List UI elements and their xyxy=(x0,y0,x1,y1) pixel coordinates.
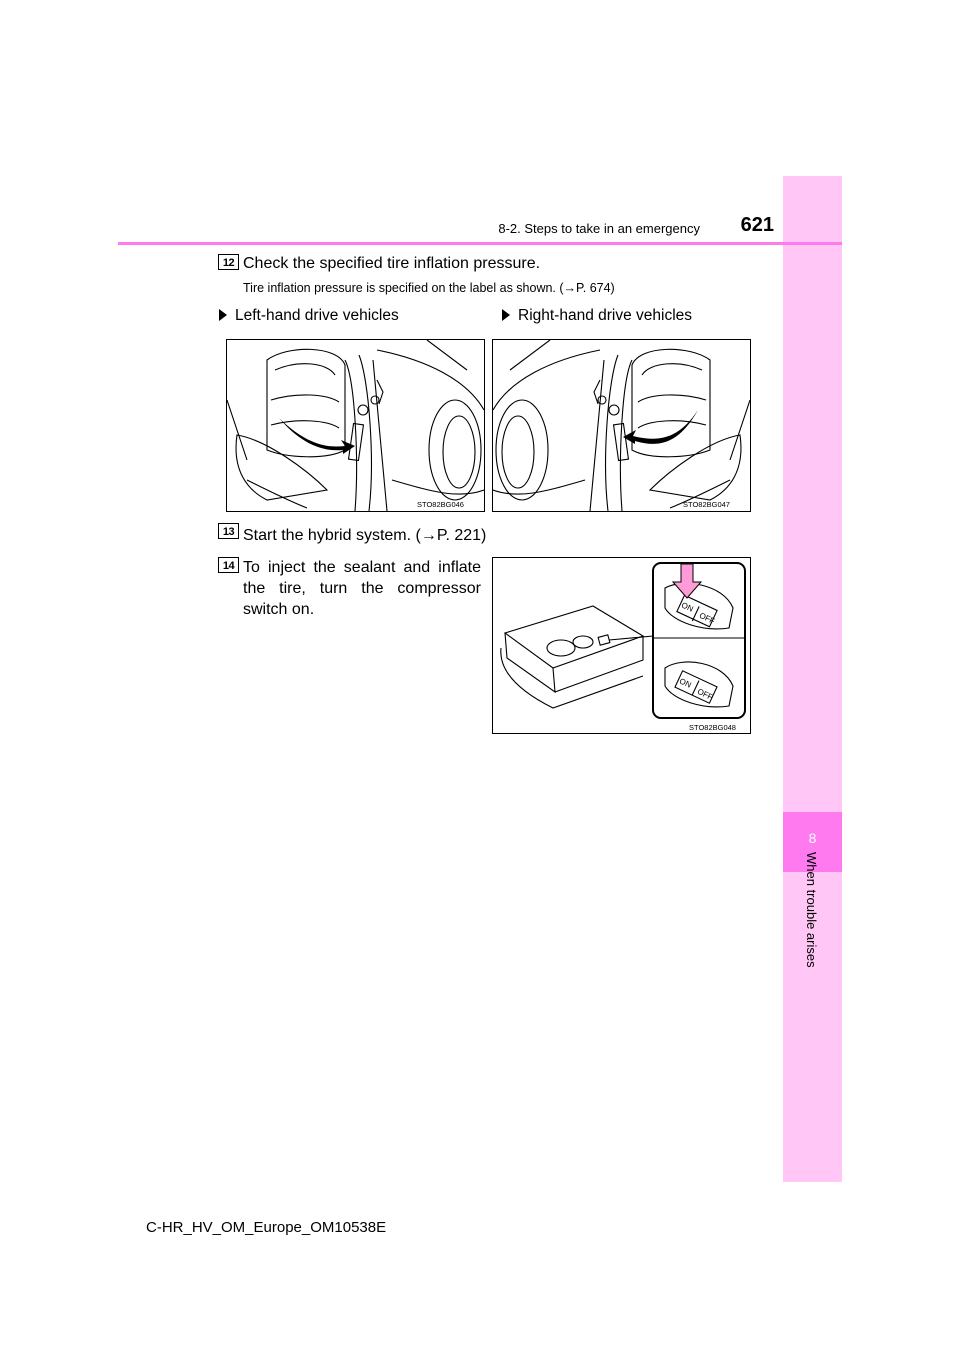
step-text: Start the hybrid system. (→P. 221) xyxy=(243,527,487,544)
triangle-bullet-icon xyxy=(219,309,227,321)
document-id-footer: C-HR_HV_OM_Europe_OM10538E xyxy=(146,1219,387,1236)
step-note: Tire inflation pressure is specified on the label as shown. (→P. 674) xyxy=(243,281,615,295)
chapter-side-tab xyxy=(783,176,842,1182)
step-text-line-3: switch on. xyxy=(243,601,315,618)
section-title: 8-2. Steps to take in an emergency xyxy=(498,221,700,236)
triangle-bullet-icon xyxy=(502,309,510,321)
step-text: Check the specified tire inflation pressure. xyxy=(243,255,541,272)
switch-on-label-bottom: ON xyxy=(677,676,693,690)
step-text-line-1: To inject the sealant and inflate xyxy=(243,559,481,576)
door-pillar-illustration-right xyxy=(493,340,750,511)
step-text-line-2: the tire, turn the compressor xyxy=(243,580,481,597)
header-rule xyxy=(118,242,842,245)
figure-label-left xyxy=(219,307,399,325)
figure-label-right xyxy=(502,307,692,325)
figure-code-right: STO82BG047 xyxy=(683,500,730,509)
switch-off-label-bottom: OFF xyxy=(695,686,715,702)
figure-label-right-text: Right-hand drive vehicles xyxy=(518,307,693,324)
figure-compressor-switch xyxy=(492,557,751,734)
figure-left-hand-drive xyxy=(226,339,485,512)
chapter-number: 8 xyxy=(808,830,817,846)
step-number-badge: 12 xyxy=(218,254,239,270)
chapter-title-text: When trouble arises xyxy=(804,852,819,968)
figure-right-hand-drive xyxy=(492,339,751,512)
door-pillar-illustration-left xyxy=(227,340,484,511)
switch-on-label-top: ON xyxy=(679,600,695,614)
page-number: 621 xyxy=(740,214,774,236)
compressor-illustration xyxy=(493,558,750,733)
step-number-badge: 13 xyxy=(218,523,239,539)
step-number-badge: 14 xyxy=(218,557,239,573)
switch-off-label-top: OFF xyxy=(697,610,717,626)
figure-code-left: STO82BG046 xyxy=(417,500,464,509)
figure-label-left-text: Left-hand drive vehicles xyxy=(235,307,399,324)
figure-code-compressor: STO82BG048 xyxy=(689,723,736,732)
